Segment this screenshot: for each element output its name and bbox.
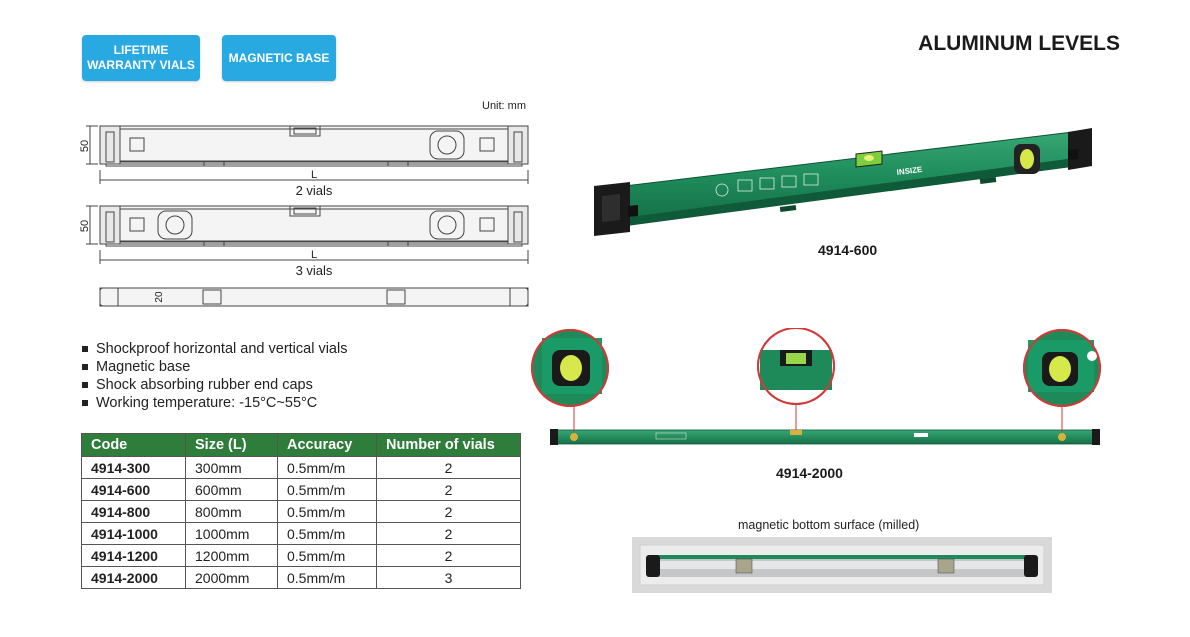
feature-item: Magnetic base — [82, 358, 347, 376]
col-size-header: Size (L) — [186, 434, 278, 457]
two-vial-level-outline — [100, 126, 528, 166]
table-header-row — [82, 434, 521, 457]
height-label-1: 50 — [79, 139, 91, 153]
magnetic-bottom-image — [632, 537, 1052, 593]
table-row: 4914-1000 1000mm 0.5mm/m 2 — [82, 523, 521, 545]
lifetime-warranty-badge — [82, 35, 200, 81]
table-row: 4914-800 800mm 0.5mm/m 2 — [82, 501, 521, 523]
feature-list — [82, 340, 347, 412]
width-label: 20 — [154, 291, 165, 303]
model-600-caption: 4914-600 — [818, 242, 878, 258]
zoom-circle-left-vial — [532, 330, 608, 406]
feature-item: Shockproof horizontal and vertical vials — [82, 340, 347, 358]
badge-line-2: WARRANTY VIALS — [87, 58, 195, 72]
zoom-circle-right-vial — [1024, 330, 1100, 406]
bullet-square-icon — [82, 364, 88, 370]
model-2000-caption: 4914-2000 — [776, 465, 843, 481]
two-vials-label: 2 vials — [295, 183, 333, 198]
magnetic-surface-caption: magnetic bottom surface (milled) — [738, 518, 920, 532]
col-code-header: Code — [82, 434, 186, 457]
table-row: 4914-1200 1200mm 0.5mm/m 2 — [82, 545, 521, 567]
unit-label: Unit: mm — [482, 100, 526, 112]
three-vials-label: 3 vials — [295, 263, 333, 278]
length-label-1: L — [310, 169, 318, 181]
technical-drawing — [76, 110, 536, 315]
level-600-product-image — [590, 120, 1100, 248]
col-vials-header: Number of vials — [377, 434, 521, 457]
spec-table — [81, 433, 521, 589]
table-row: 4914-600 600mm 0.5mm/m 2 — [82, 479, 521, 501]
table-row: 4914-300 300mm 0.5mm/m 2 — [82, 457, 521, 479]
col-accuracy-header: Accuracy — [278, 434, 377, 457]
brand-label: INSIZE — [896, 164, 923, 177]
magnetic-base-badge: MAGNETIC BASE — [222, 35, 336, 81]
feature-item: Shock absorbing rubber end caps — [82, 376, 347, 394]
height-label-2: 50 — [79, 219, 91, 233]
bullet-square-icon — [82, 400, 88, 406]
bullet-square-icon — [82, 346, 88, 352]
length-label-2: L — [310, 249, 318, 261]
zoom-circle-center-vial — [758, 328, 834, 404]
page-title: ALUMINUM LEVELS — [918, 32, 1120, 55]
table-row: 4914-2000 2000mm 0.5mm/m 3 — [82, 567, 521, 589]
three-vial-level-outline — [100, 206, 528, 246]
badge-line-1: LIFETIME — [113, 43, 169, 57]
bullet-square-icon — [82, 382, 88, 388]
level-2000-product-image — [528, 328, 1118, 453]
feature-item: Working temperature: -15°C~55°C — [82, 394, 347, 412]
